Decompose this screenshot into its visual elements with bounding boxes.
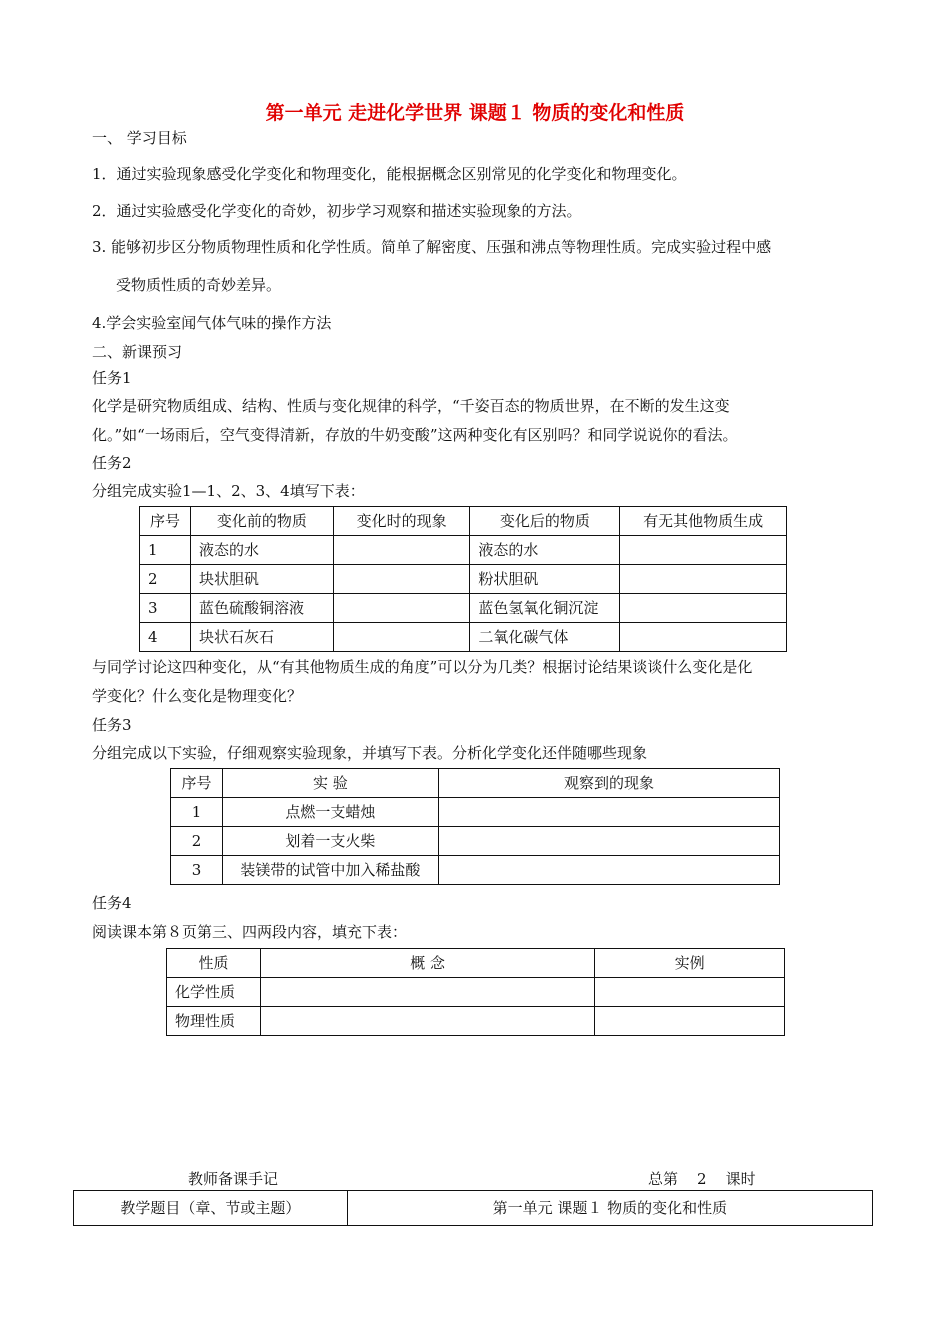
task2-discussion-line2: 学变化？什么变化是物理变化？ <box>92 687 303 705</box>
table-header-cell: 性质 <box>167 949 261 978</box>
table-row <box>74 1191 873 1226</box>
table-cell <box>620 594 787 623</box>
task2-table <box>139 506 787 652</box>
table-row <box>140 536 787 565</box>
table-cell <box>620 565 787 594</box>
task3-intro: 分组完成以下实验，仔细观察实验现象，并填写下表。分析化学变化还伴随哪些现象 <box>92 744 648 762</box>
goal-3: 3. 能够初步区分物质物理性质和化学性质。简单了解密度、压强和沸点等物理性质。完成实验过程中感 <box>92 238 772 256</box>
table-cell <box>595 978 785 1007</box>
table-cell: 块状胆矾 <box>190 565 333 594</box>
section1-heading: 一、 学习目标 <box>92 129 187 147</box>
table-cell: 块状石灰石 <box>190 623 333 652</box>
table-header-cell: 序号 <box>140 507 191 536</box>
table-row <box>140 565 787 594</box>
task1-text-line2: 化。”如“一场雨后，空气变得清新，存放的牛奶变酸”这两种变化有区别吗？和同学说说你的看法。 <box>92 426 738 444</box>
lesson-count <box>648 1169 756 1189</box>
goal-3-continued: 受物质性质的奇妙差异。 <box>116 276 282 294</box>
table-cell: 点燃一支蜡烛 <box>222 798 438 827</box>
task1-label: 任务1 <box>92 369 132 387</box>
table-header-cell: 变化后的物质 <box>470 507 620 536</box>
lesson-topic-table <box>73 1190 873 1226</box>
table-cell <box>333 594 470 623</box>
table-row <box>171 827 780 856</box>
table-cell: 4 <box>140 623 191 652</box>
section2-heading: 二、新课预习 <box>92 343 183 361</box>
table-header-cell: 序号 <box>171 769 223 798</box>
table-header-cell: 观察到的现象 <box>438 769 779 798</box>
table-cell: 蓝色硫酸铜溶液 <box>190 594 333 623</box>
table-cell <box>260 1007 594 1036</box>
table-cell: 液态的水 <box>470 536 620 565</box>
task4-table <box>166 948 785 1036</box>
table-cell: 1 <box>140 536 191 565</box>
task3-label: 任务3 <box>92 716 132 734</box>
table-cell <box>620 536 787 565</box>
table-header-cell: 变化前的物质 <box>190 507 333 536</box>
table-header-cell: 实例 <box>595 949 785 978</box>
table-cell <box>333 565 470 594</box>
table-cell <box>333 623 470 652</box>
table-row <box>140 594 787 623</box>
table-row <box>167 978 785 1007</box>
table-row <box>167 1007 785 1036</box>
table-cell: 划着一支火柴 <box>222 827 438 856</box>
table-cell: 蓝色氢氧化铜沉淀 <box>470 594 620 623</box>
table-cell <box>438 798 779 827</box>
task1-text-line1: 化学是研究物质组成、结构、性质与变化规律的科学，“千姿百态的物质世界，在不断的发生这变 <box>92 397 730 415</box>
lesson-suffix: 课时 <box>725 1170 756 1188</box>
table-cell: 粉状胆矾 <box>470 565 620 594</box>
table-row <box>171 798 780 827</box>
table-header-row <box>140 507 787 536</box>
goal-1: 1．通过实验现象感受化学变化和物理变化，能根据概念区别常见的化学变化和物理变化。 <box>92 165 687 183</box>
table-cell: 3 <box>171 856 223 885</box>
table-cell: 化学性质 <box>167 978 261 1007</box>
task2-intro: 分组完成实验1—1、2、3、4填写下表： <box>92 482 365 500</box>
table-cell: 2 <box>140 565 191 594</box>
table-cell <box>438 856 779 885</box>
table-cell: 3 <box>140 594 191 623</box>
page-title: 第一单元 走进化学世界 课题１ 物质的变化和性质 <box>265 102 685 124</box>
goal-4: 4.学会实验室闻气体气味的操作方法 <box>92 314 332 332</box>
task3-table <box>170 768 780 885</box>
table-header-cell: 实 验 <box>222 769 438 798</box>
table-header-cell: 有无其他物质生成 <box>620 507 787 536</box>
table-header-row <box>171 769 780 798</box>
table-cell: 二氧化碳气体 <box>470 623 620 652</box>
table-cell <box>260 978 594 1007</box>
table-header-cell: 变化时的现象 <box>333 507 470 536</box>
table-cell: 液态的水 <box>190 536 333 565</box>
task4-intro: 阅读课本第８页第三、四两段内容，填充下表： <box>92 923 408 941</box>
goal-2: 2．通过实验感受化学变化的奇妙，初步学习观察和描述实验现象的方法。 <box>92 202 582 220</box>
topic-value-cell: 第一单元 课题１ 物质的变化和性质 <box>347 1191 872 1226</box>
teacher-notes-label: 教师备课手记 <box>188 1170 279 1188</box>
table-cell: 装镁带的试管中加入稀盐酸 <box>222 856 438 885</box>
table-row <box>171 856 780 885</box>
topic-label-cell: 教学题目（章、节或主题） <box>74 1191 348 1226</box>
table-cell <box>595 1007 785 1036</box>
task2-label: 任务2 <box>92 454 132 472</box>
table-row <box>140 623 787 652</box>
table-header-row <box>167 949 785 978</box>
table-cell <box>333 536 470 565</box>
table-cell <box>438 827 779 856</box>
table-cell: 2 <box>171 827 223 856</box>
table-cell <box>620 623 787 652</box>
task4-label: 任务4 <box>92 894 132 912</box>
task2-discussion-line1: 与同学讨论这四种变化，从“有其他物质生成的角度”可以分为几类？根据讨论结果谈谈什么变化是化 <box>92 658 753 676</box>
lesson-prefix: 总第 <box>648 1170 679 1188</box>
lesson-number: 2 <box>697 1170 707 1188</box>
table-cell: 物理性质 <box>167 1007 261 1036</box>
table-header-cell: 概 念 <box>260 949 594 978</box>
table-cell: 1 <box>171 798 223 827</box>
